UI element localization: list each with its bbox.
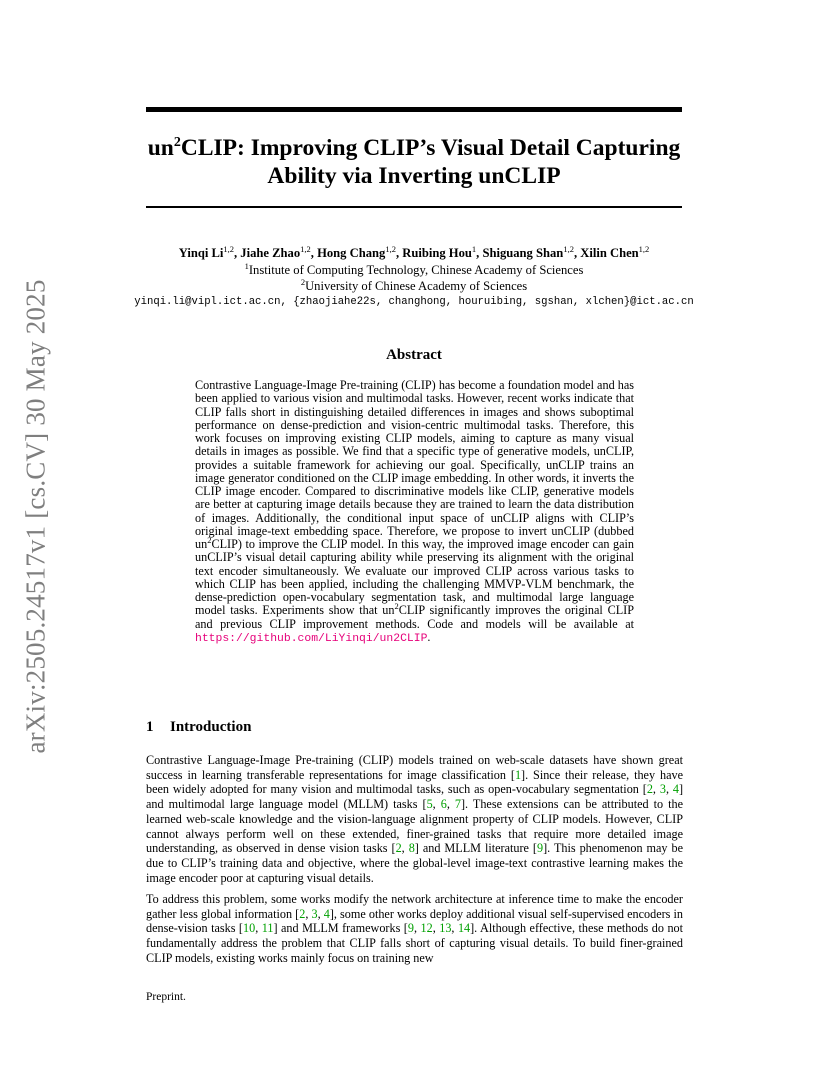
citation-link[interactable]: 9 [407, 921, 414, 936]
citation-link[interactable]: 6 [440, 797, 447, 812]
author-list: Yinqi Li$^{1,2}$, Jiahe Zhao$^{1,2}$, Hong Chang$^{1,2}$, Ruibing Hou$^1$, Shiguang Shan$^{1,2}$, Xilin Chen$^{1,2}$ [178, 244, 650, 260]
affiliation-1: $^1$Institute of Computing Technology, Chinese Academy of Sciences [244, 261, 584, 277]
intro-paragraph-2: To address this problem, some works modify the network architecture at inference time to make the encoder gather less global information [2, 3, 4], some other works deploy additional visual self-supervised encoders in dense-vision tasks [10, 11] and MLLM frameworks [9, 12, 13, 14]. Although effective, these methods do not fundamentally address the problem that CLIP falls short of capturing visual details. To build finer-grained CLIP models, existing works mainly focus on training new [146, 892, 684, 965]
section-introduction-heading: 1 Introduction [146, 719, 252, 735]
citation-link[interactable]: 9 [536, 841, 544, 856]
arxiv-sidebar-stamp [15, 274, 57, 758]
title-top-rule [146, 107, 682, 112]
citation-link[interactable]: 4 [672, 782, 679, 797]
citation-link[interactable]: 2 [299, 906, 306, 921]
citation-link[interactable]: 10 [243, 921, 256, 936]
author-name: Shiguang Shan [482, 246, 564, 260]
citation-link[interactable]: 3 [659, 782, 666, 797]
citation-link[interactable]: 14 [457, 921, 471, 936]
citation-link[interactable]: 4 [323, 906, 330, 921]
intro-paragraph-1: Contrastive Language-Image Pre-training (CLIP) models trained on web-scale datasets have shown great success in learning transferable representations for image classification [1]. Since their release, they have been widely adopted for many vision and multimodal tasks, such as open-vocabulary segmentation [2, 3, 4] and multimodal large language model (MLLM) tasks [5, 6, 7]. These extensions can be attributed to the learned web-scale knowledge and the vision-language alignment property of CLIP models. However, CLIP cannot always perform well on these extended, finer-grained tasks that require more detailed image understanding, as observed in dense vision tasks [2, 8] and MLLM literature [9]. This phenomenon may be due to CLIP’s training data and objective, where the global-level image-text contrastive learning makes the image encoder poor at capturing visual details. [146, 753, 684, 885]
author-emails: yinqi.li@vipl.ict.ac.cn, {zhaojiahe22s, changhong, houruibing, sgshan, xlchen}@ict.ac.cn [134, 296, 694, 308]
title-bottom-rule [146, 206, 682, 208]
citation-link[interactable]: 12 [420, 921, 433, 936]
citation-link[interactable]: 11 [261, 921, 274, 936]
affiliation-2: $^2$University of Chinese Academy of Sciences [300, 277, 528, 293]
citation-link[interactable]: 8 [408, 841, 415, 856]
paper-title: $un^2CLIP$: Improving CLIP’s Visual Detail Capturing Ability via Inverting unCLIP [147, 135, 681, 189]
citation-link[interactable]: 2 [395, 841, 402, 856]
github-link[interactable]: https://github.com/LiYinqi/un2CLIP [195, 632, 428, 645]
author-name: Yinqi Li [178, 246, 224, 260]
citation-link[interactable]: 3 [311, 906, 318, 921]
abstract-text: Contrastive Language-Image Pre-training (CLIP) has become a foundation model and has been applied to various vision and multimodal tasks. However, recent works indicate that CLIP falls short in distinguishing detailed differences in images and shows suboptimal performance on dense-prediction and vision-centric multimodal tasks. Therefore, this work focuses on improving existing CLIP models, aiming to capture as many visual details in images as possible. We find that a specific type of generative models, unCLIP, provides a suitable framework for achieving our goal. Specifically, unCLIP trains an image generator conditioned on the CLIP image embedding. In other words, it inverts the CLIP image encoder. Compared to discriminative models like CLIP, generative models are better at capturing image details because they are trained to learn the data distribution of images. Additionally, the conditional input space of unCLIP aligns with CLIP’s original image-text embedding space. Therefore, we propose to invert unCLIP (dubbed $un^2CLIP$) to improve the CLIP model. In this way, the improved image encoder can gain unCLIP’s visual detail capturing ability while preserving its alignment with the original text encoder simultaneously. We evaluate our improved CLIP across various tasks to which CLIP has been applied, including the challenging MMVP-VLM benchmark, the dense-prediction open-vocabulary segmentation task, and multimodal large language model tasks. Experiments show that $un^2CLIP$ significantly improves the original CLIP and previous CLIP improvement methods. Code and models will be available at https://github.com/LiYinqi/un2CLIP. [195, 378, 634, 645]
citation-link[interactable]: 13 [439, 921, 452, 936]
citation-link[interactable]: 2 [646, 782, 653, 797]
arxiv-id-label: arXiv:2505.24517v1 [cs.CV] 30 May 2025 [20, 278, 51, 754]
footer-preprint: Preprint. [146, 991, 186, 1003]
citation-link[interactable]: 7 [454, 797, 461, 812]
author-name: Hong Chang [317, 246, 386, 260]
author-name: Ruibing Hou [402, 246, 472, 260]
abstract-heading: Abstract [386, 347, 442, 363]
author-name: Jiahe Zhao [240, 246, 301, 260]
citation-link[interactable]: 5 [426, 797, 433, 812]
citation-link[interactable]: 1 [514, 767, 522, 782]
author-name: Xilin Chen [580, 246, 639, 260]
